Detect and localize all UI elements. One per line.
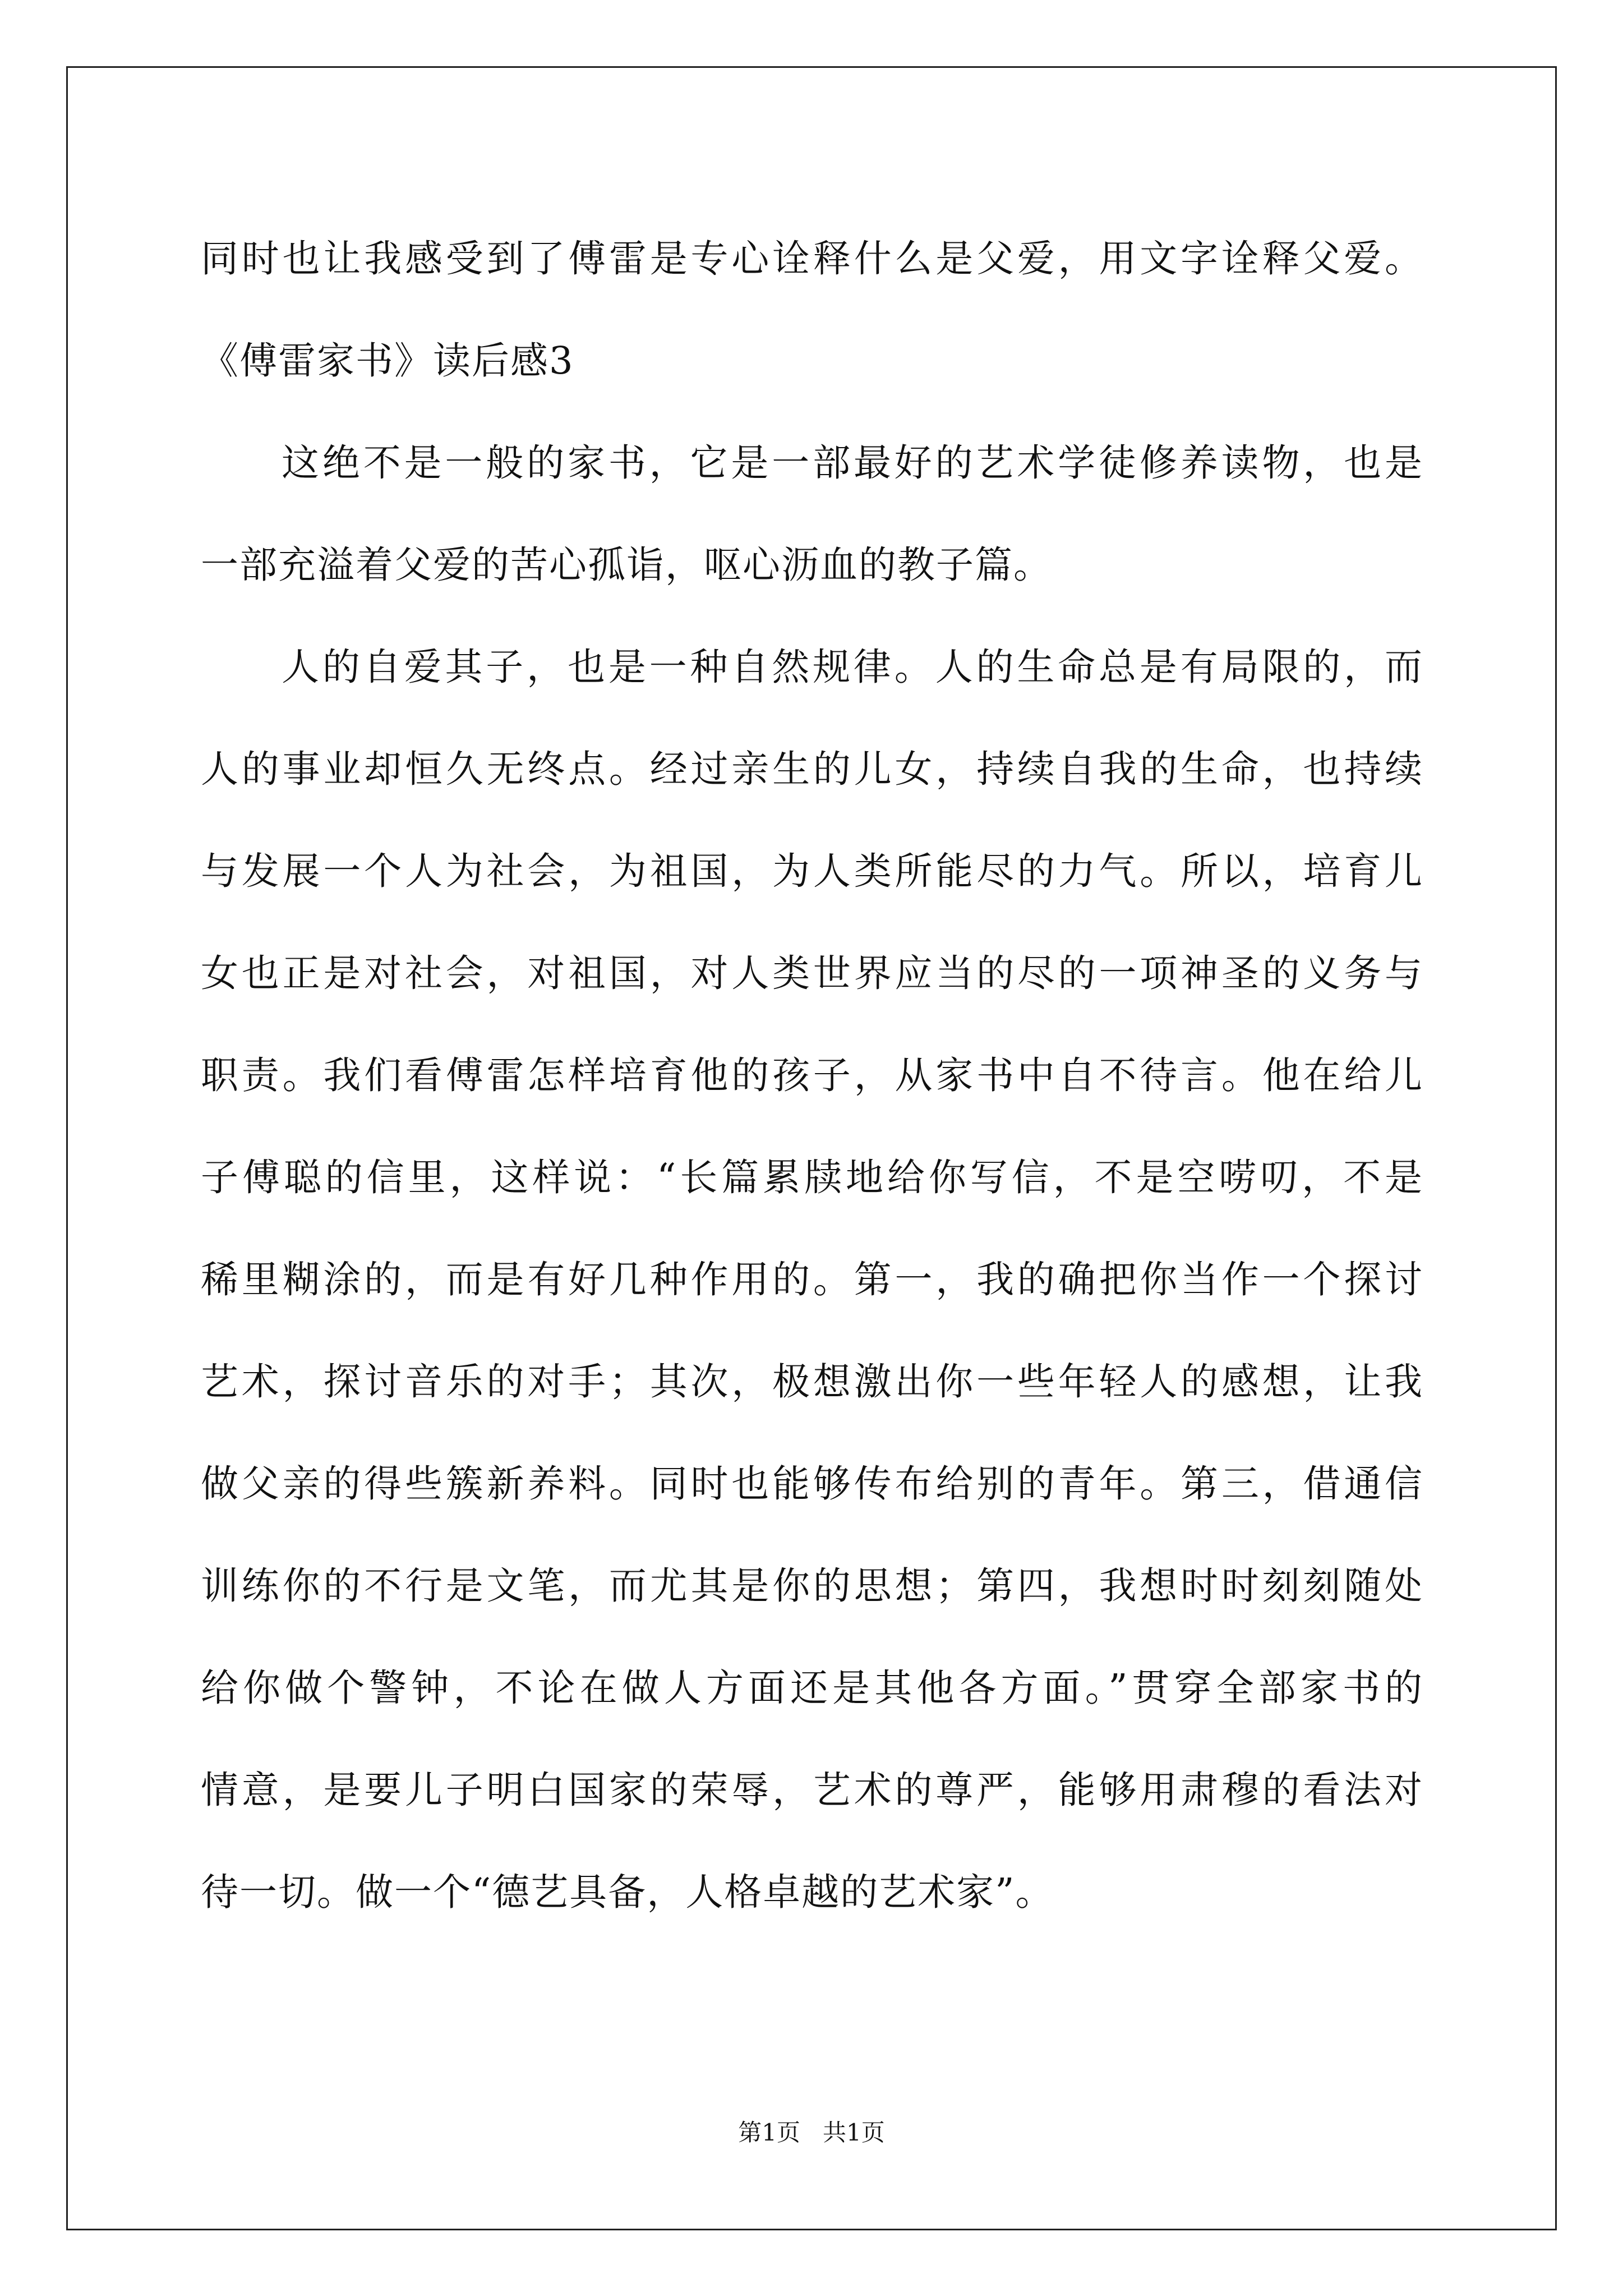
paragraph-start-line: 这绝不是一般的家书，它是一部最好的艺术学徒修养读物，也是 bbox=[282, 441, 1423, 485]
text-line: 艺术，探讨音乐的对手；其次，极想激出你一些年轻人的感想，让我 bbox=[201, 1360, 1423, 1404]
text-line: 稀里糊涂的，而是有好几种作用的。第一，我的确把你当作一个探讨 bbox=[201, 1258, 1423, 1301]
page-footer: 第1页 共1页 bbox=[738, 2119, 885, 2146]
text-line: 职责。我们看傅雷怎样培育他的孩子，从家书中自不待言。他在给儿 bbox=[201, 1053, 1423, 1097]
text-line: 给你做个警钟，不论在做人方面还是其他各方面。”贯穿全部家书的 bbox=[201, 1666, 1423, 1710]
text-line: 子傅聪的信里，这样说：“长篇累牍地给你写信，不是空唠叨，不是 bbox=[201, 1156, 1423, 1199]
text-line: 与发展一个人为社会，为祖国，为人类所能尽的力气。所以，培育儿 bbox=[201, 849, 1423, 893]
text-line: 一部充溢着父爱的苦心孤诣，呕心沥血的教子篇。 bbox=[201, 543, 1052, 587]
paragraph-start-line: 人的自爱其子，也是一种自然规律。人的生命总是有局限的，而 bbox=[282, 645, 1423, 689]
text-line: 人的事业却恒久无终点。经过亲生的儿女，持续自我的生命，也持续 bbox=[201, 747, 1423, 791]
text-line: 做父亲的得些簇新养料。同时也能够传布给别的青年。第三，借通信 bbox=[201, 1462, 1423, 1506]
section-heading: 《傅雷家书》读后感3 bbox=[201, 339, 574, 383]
document-body bbox=[201, 208, 1423, 1943]
text-line: 情意，是要儿子明白国家的荣辱，艺术的尊严，能够用肃穆的看法对 bbox=[201, 1768, 1423, 1812]
text-line: 待一切。做一个“德艺具备，人格卓越的艺术家”。 bbox=[201, 1870, 1054, 1914]
text-line: 训练你的不行是文笔，而尤其是你的思想；第四，我想时时刻刻随处 bbox=[201, 1564, 1423, 1608]
text-line: 女也正是对社会，对祖国，对人类世界应当的尽的一项神圣的义务与 bbox=[201, 951, 1423, 995]
text-line: 同时也让我感受到了傅雷是专心诠释什么是父爱，用文字诠释父爱。 bbox=[201, 237, 1423, 280]
